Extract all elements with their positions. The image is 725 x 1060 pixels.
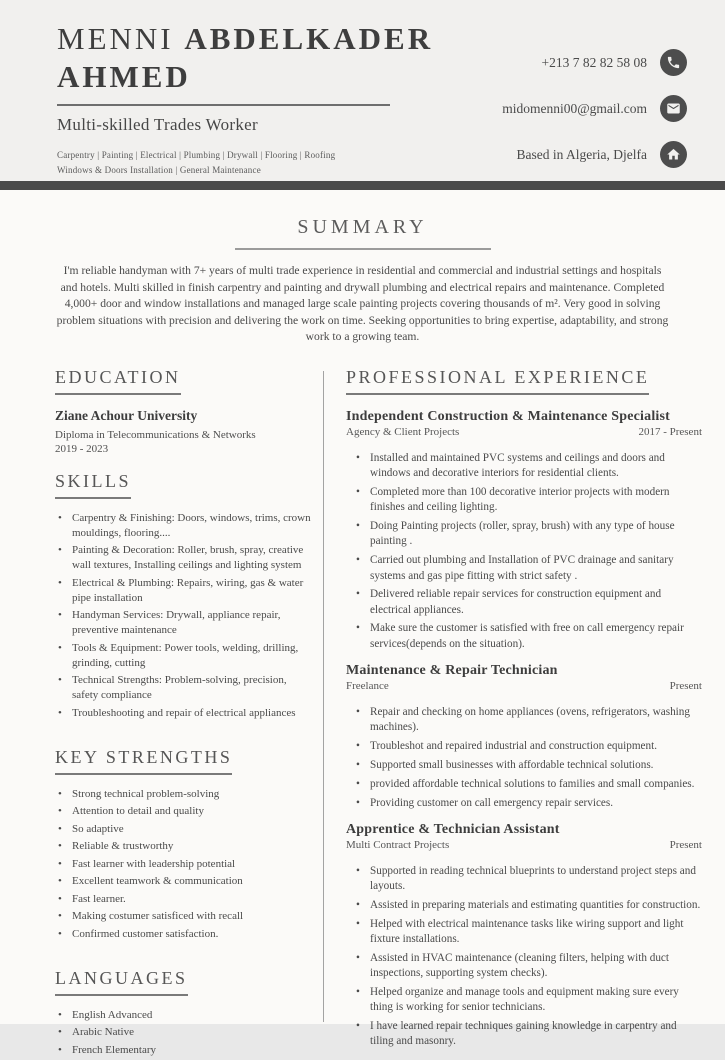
email-address: midomenni00@gmail.com [502,100,647,116]
job-dates: Present [669,838,702,851]
contact-email [502,95,687,122]
person-name [57,20,433,97]
summary-paragraph: I'm reliable handyman with 7+ years of multi trade experience in residential and commercial and industrial settings and hospitals and hotels. Multi skilled in finish carpentry and painting and drywall plumbing and electrical repairs and maintenance. Completed 4,000+ door and window installations and managed large scale painting projects covering thousands of m². Very good in solving problem situations with precision and delivering the work on time. Seeking opportunities to bring expertise, adaptability, and strong work to a growing team. [56,264,669,344]
home-icon [660,141,687,168]
job-meta [346,426,702,438]
location-text: Based in Algeria, Djelfa [516,146,647,162]
job-org: Multi Contract Projects [346,838,450,851]
column-divider-line [323,371,324,1023]
languages-list [55,1008,311,1058]
education-section [55,367,311,455]
right-column [346,367,702,1060]
trade-tags-line2: Windows & Doors Installation | General Maintenance [57,165,261,176]
email-icon [660,95,687,122]
name-first: MENNI [57,21,174,56]
contact-list [502,20,687,181]
education-degree: Diploma in Telecommunications & Networks [55,428,256,441]
experience-job-1 [346,409,702,652]
list-item: • Painting & Decoration: Roller, brush, spray, creative wall textures, Installing ceilings and lighting system [55,543,311,573]
job-meta [346,839,702,851]
education-heading: EDUCATION [55,367,181,395]
list-item: • Strong technical problem-solving [55,787,311,802]
list-item: • Reliable & trustworthy [55,839,311,854]
list-item: • English Advanced [55,1008,311,1023]
trade-tags-line1: Carpentry | Painting | Electrical | Plumbing | Drywall | Flooring | Roofing [57,149,336,160]
key-strengths-list [55,787,311,942]
job-meta [346,680,702,692]
list-item: • Installed and maintained PVC systems and ceilings and doors and windows and decorative interiors for residential clients. [354,451,702,482]
list-item: • Fast learner with leadership potential [55,857,311,872]
education-dates: 2019 - 2023 [55,442,109,455]
summary-heading: SUMMARY [297,216,428,238]
job-dates: Present [669,680,702,693]
skills-heading: SKILLS [55,471,131,499]
list-item: • Carried out plumbing and Installation of PVC drainage and sanitary systems and gas pipe fitting with strict safety . [354,553,702,584]
name-last: AHMED [57,59,191,95]
name-block [57,20,433,181]
skills-section [55,471,311,721]
list-item: • Excellent teamwork & communication [55,874,311,889]
job-org: Freelance [346,680,389,693]
contact-location [517,141,687,168]
list-item: • Fast learner. [55,892,311,907]
education-school: Ziane Achour University [55,407,198,423]
phone-icon [660,49,687,76]
name-underline [57,104,390,106]
list-item: • I have learned repair techniques gaining knowledge in carpentry and tiling and masonry. [354,1019,702,1050]
list-item: • Delivered reliable repair services for construction equipment and electrical appliances. [354,587,702,618]
list-item: • Assisted in HVAC maintenance (cleaning filters, helping with duct inspections, supporting system checks). [354,951,702,982]
list-item: • provided affordable technical solutions to families and small companies. [354,777,702,792]
skills-list [55,511,311,721]
list-item: • Technical Strengths: Problem-solving, precision, safety compliance [55,673,311,703]
job-title: Maintenance & Repair Technician [346,663,558,679]
key-strengths-section [55,747,311,942]
left-column [55,367,311,1060]
list-item: • Handyman Services: Drywall, appliance repair, preventive maintenance [55,608,311,638]
languages-heading: LANGUAGES [55,968,188,996]
list-item: • Repair and checking on home appliances (ovens, refrigerators, washing machines). [354,705,702,736]
key-strengths-heading: KEY STRENGTHS [55,747,232,775]
list-item: • Confirmed customer satisfaction. [55,927,311,942]
list-item: • Completed more than 100 decorative interior projects with modern finishes and ceiling lighting. [354,485,702,516]
list-item: • So adaptive [55,822,311,837]
header [0,0,725,181]
name-middle: ABDELKADER [184,21,434,56]
job-subtitle: Multi-skilled Trades Worker [57,114,258,134]
experience-job-3 [346,822,702,1050]
list-item: • Providing customer on call emergency repair services. [354,796,702,811]
job-title: Apprentice & Technician Assistant [346,821,560,837]
job-org: Agency & Client Projects [346,425,460,438]
list-item: • Electrical & Plumbing: Repairs, wiring, gas & water pipe installation [55,576,311,606]
list-item: • Troubleshot and repaired industrial and construction equipment. [354,739,702,754]
list-item: • Helped organize and manage tools and equipment making sure every thing is working for senior technicians. [354,985,702,1016]
job-bullets [354,864,702,1050]
header-divider-bar [0,181,725,190]
body-columns [0,367,725,1060]
job-bullets [354,451,702,652]
list-item: • Supported small businesses with affordable technical solutions. [354,758,702,773]
list-item: • Supported in reading technical blueprints to understand project steps and layouts. [354,864,702,895]
phone-number: +213 7 82 82 58 08 [541,54,647,70]
list-item: • Arabic Native [55,1025,311,1040]
list-item: • Making costumer satisficed with recall [55,909,311,924]
job-title: Independent Construction & Maintenance Specialist [346,408,671,424]
languages-section [55,968,311,1058]
list-item: • Troubleshooting and repair of electrical appliances [55,706,311,721]
list-item: • Carpentry & Finishing: Doors, windows, trims, crown mouldings, flooring.... [55,511,311,541]
list-item: • Make sure the customer is satisfied with free on call emergency repair services(depends on the situation). [354,621,702,652]
summary-underline [235,248,491,250]
summary-section [0,216,725,346]
job-dates: 2017 - Present [638,425,702,438]
list-item: • Assisted in preparing materials and estimating quantities for construction. [354,898,702,913]
list-item: • Attention to detail and quality [55,804,311,819]
experience-heading: PROFESSIONAL EXPERIENCE [346,367,649,395]
list-item: • Tools & Equipment: Power tools, welding, drilling, grinding, cutting [55,641,311,671]
list-item: • French Elementary [55,1043,311,1058]
list-item: • Helped with electrical maintenance tasks like wiring support and light fixture installations. [354,917,702,948]
contact-phone [542,49,688,76]
list-item: • Doing Painting projects (roller, spray, brush) with any type of house painting . [354,519,702,550]
job-bullets [354,705,702,811]
experience-job-2 [346,663,702,811]
trade-tags [57,148,433,179]
